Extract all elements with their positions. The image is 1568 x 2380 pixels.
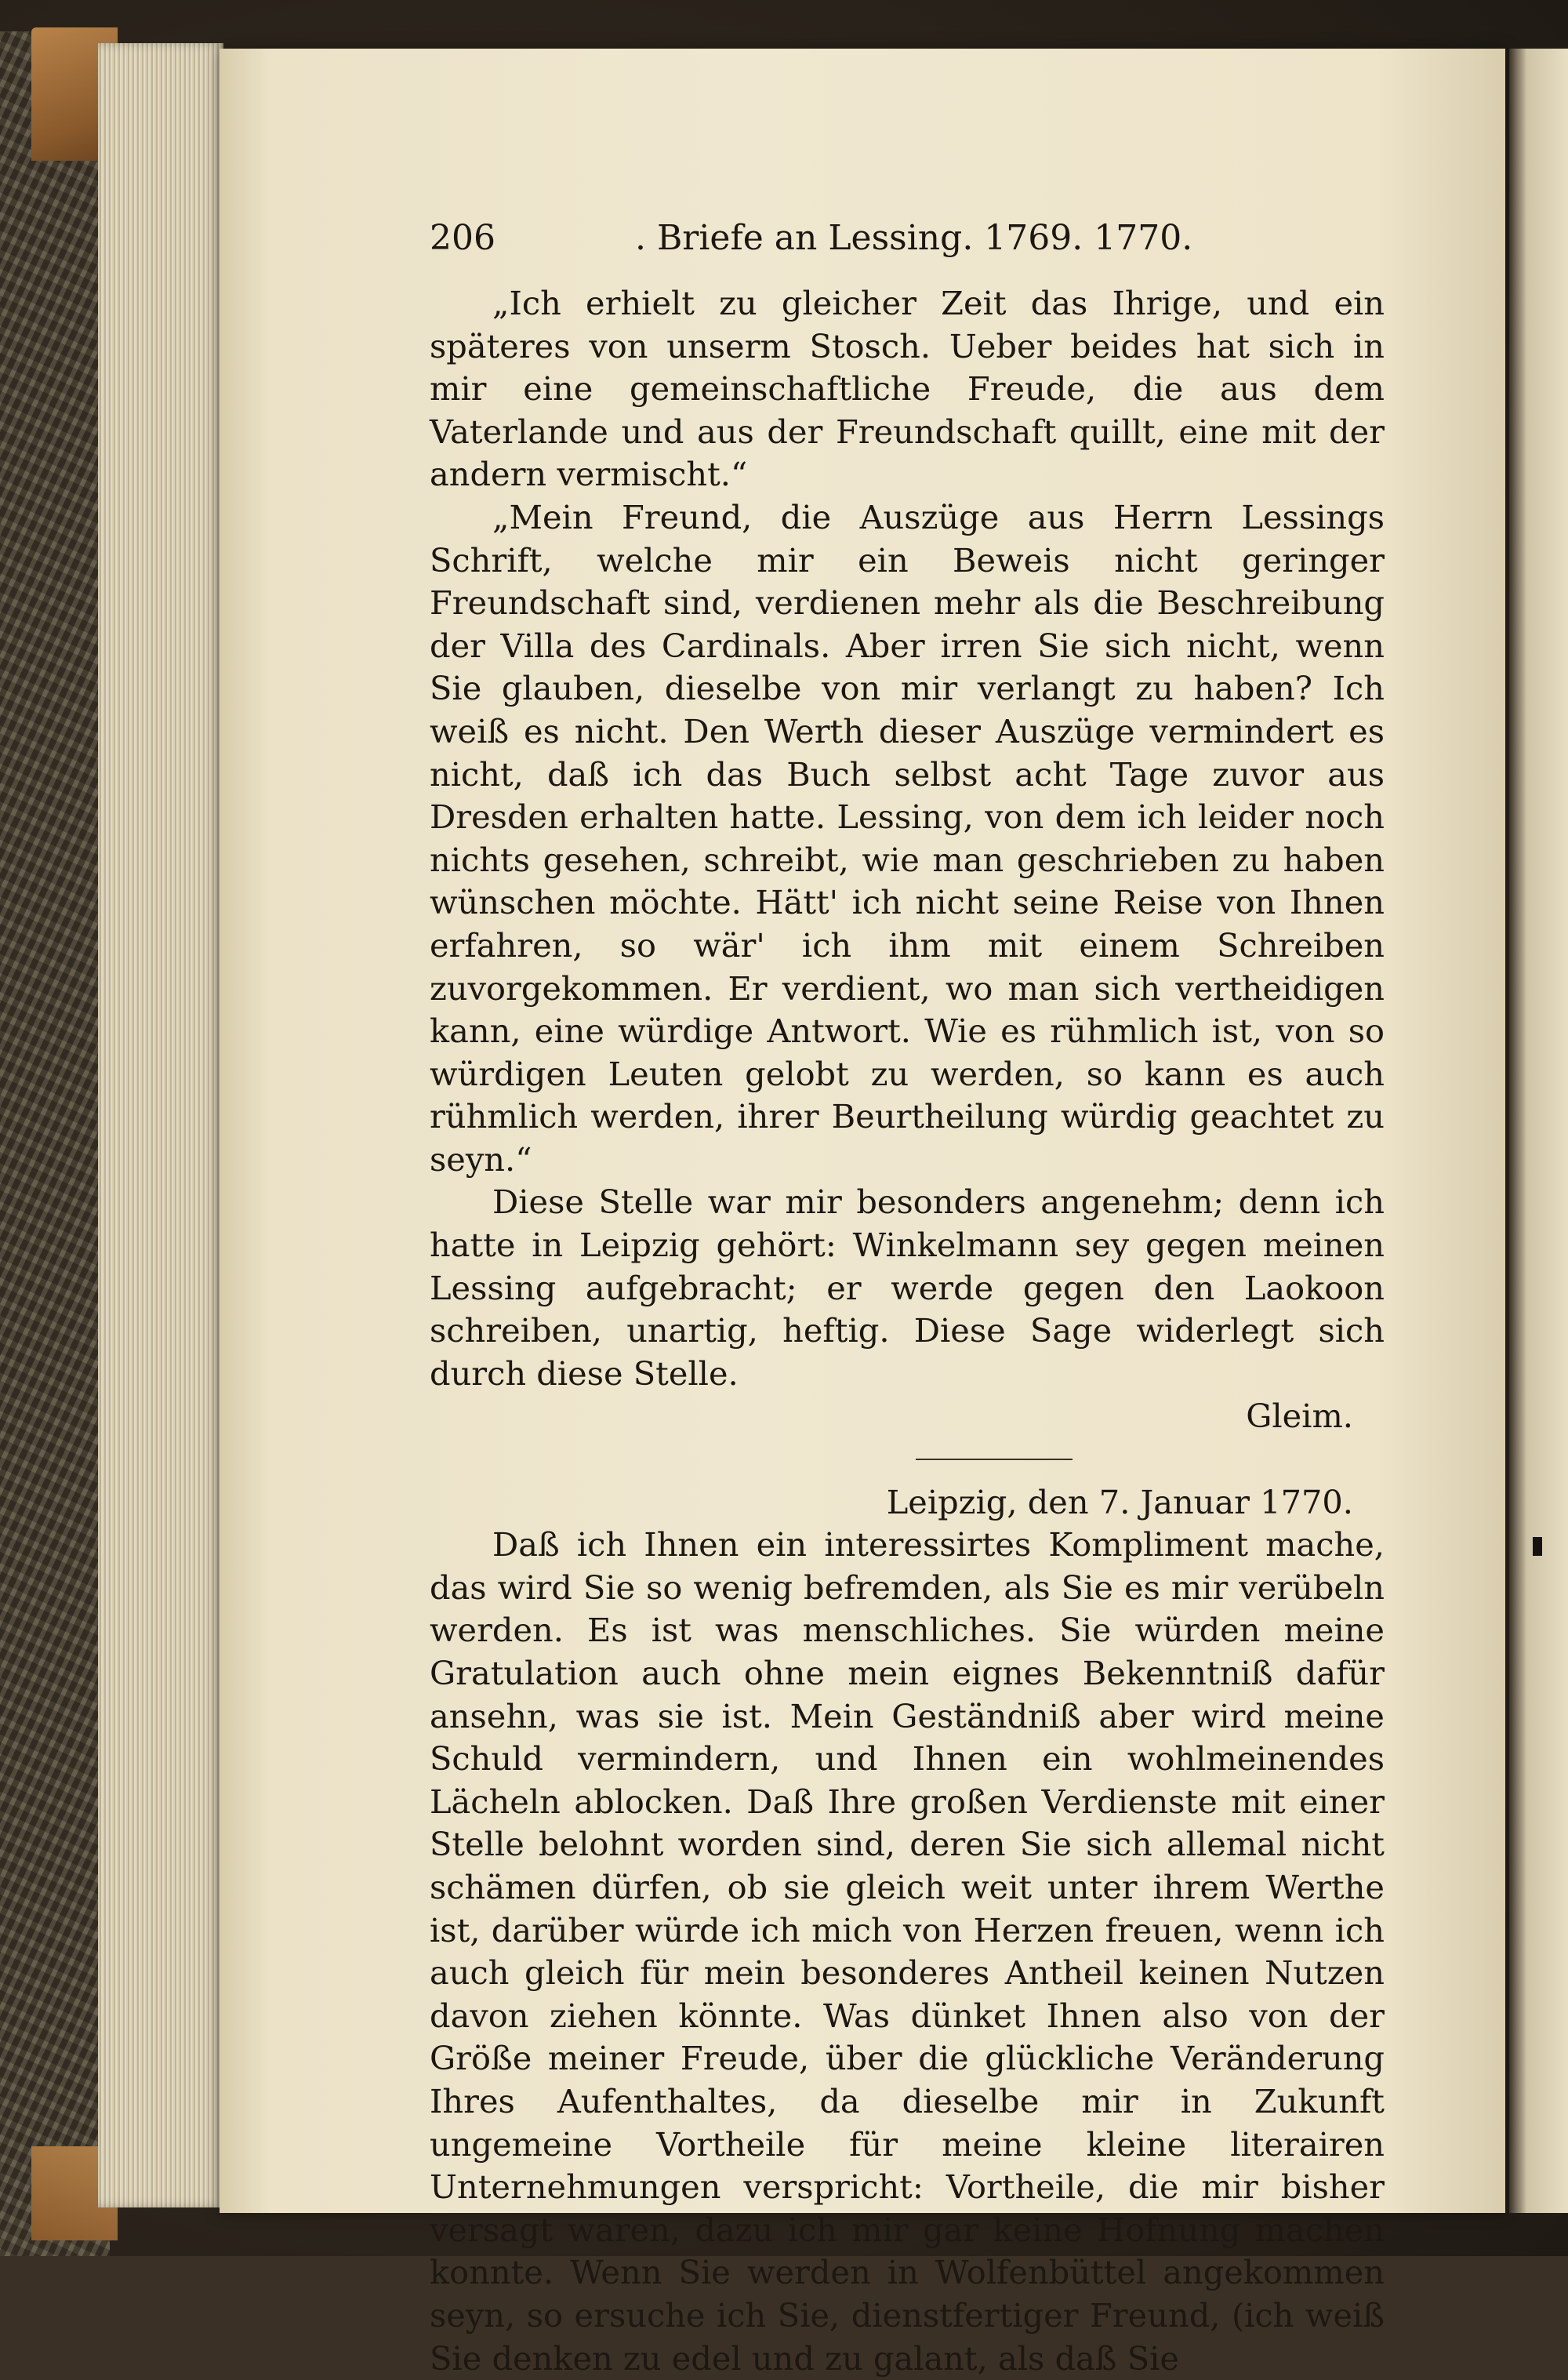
- facing-page-edge: [1509, 49, 1568, 2213]
- section-divider: [430, 1438, 1385, 1481]
- page-number: 206: [430, 218, 495, 258]
- paragraph: Diese Stelle war mir besonders angenehm; denn ich hatte in Leipzig gehört: Winkelmann sey gegen meinen Lessing aufgebracht; er werde gegen den Laokoon schreiben, unartig, heftig. Diese Sage widerlegt sich durch diese Stelle.: [430, 1183, 1385, 1393]
- letter-paragraph: Daß ich Ihnen ein interessirtes Kompliment mache, das wird Sie so wenig befremden, als Sie es mir verübeln werden. Es ist was menschliches. Sie würden meine Gratulation auch ohne mein eignes Bekenntniß dafür ansehn, was sie ist. Mein Geständniß aber wird meine Schuld vermindern, und Ihnen ein wohlmeinendes Lächeln ablocken. Daß Ihre großen Verdienste mit einer Stelle belohnt worden sind, deren Sie sich allemal nicht schämen dürfen, ob sie gleich weit unter ihrem Werthe ist, darüber würde ich mich von Herzen freuen, wenn ich auch gleich für mein besonderes Antheil keinen Nutzen davon ziehen könnte. Was dünket Ihnen also von der Größe meiner Freude, über die glückliche Veränderung Ihres Aufenthaltes, da dieselbe mir in Zukunft ungemeine Vortheile für meine kleine literairen Unternehmungen verspricht: Vortheile, die mir bisher versagt waren, dazu ich mir gar keine Hofnung machen konnte. Wenn Sie werden in Wolfenbüttel angekommen seyn, so ersuche ich Sie, dienstfertiger Freund, (ich weiß Sie denken zu edel und zu galant, als daß Sie: [430, 1525, 1385, 2378]
- paragraph: „Ich erhielt zu gleicher Zeit das Ihrige, und ein späteres von unserm Stosch. Ueber beides hat sich in mir eine gemeinschaftliche Freude, die aus dem Vaterlande und aus der Freundschaft quillt, eine mit der andern vermischt.“: [430, 284, 1385, 494]
- marbled-cover: [0, 31, 110, 2256]
- page-marker: [1533, 1537, 1542, 1556]
- page-body: [430, 282, 1385, 2380]
- letter-dateline: Leipzig, den 7. Januar 1770.: [886, 1482, 1353, 1521]
- header-title: . Briefe an Lessing. 1769. 1770.: [635, 218, 1193, 258]
- running-head: [430, 218, 1385, 265]
- paragraph: „Mein Freund, die Auszüge aus Herrn Lessings Schrift, welche mir ein Beweis nicht geringer Freundschaft sind, verdienen mehr als die Beschreibung der Villa des Cardinals. Aber irren Sie sich nicht, wenn Sie glauben, dieselbe von mir verlangt zu haben? Ich weiß es nicht. Den Werth dieser Auszüge vermindert es nicht, daß ich das Buch selbst acht Tage zuvor aus Dresden erhalten hatte. Lessing, von dem ich leider noch nichts gesehen, schreibt, wie man geschrieben zu haben wünschen möchte. Hätt' ich nicht seine Reise von Ihnen erfahren, so wär' ich ihm mit einem Schreiben zuvorgekommen. Er verdient, wo man sich vertheidigen kann, eine würdige Antwort. Wie es rühmlich ist, von so würdigen Leuten gelobt zu werden, so kann es auch rühmlich werden, ihrer Beurtheilung würdig geachtet zu seyn.“: [430, 497, 1385, 1179]
- page-edges: [98, 43, 223, 2207]
- signature: Gleim.: [1246, 1397, 1353, 1436]
- divider-rule: [916, 1459, 1073, 1460]
